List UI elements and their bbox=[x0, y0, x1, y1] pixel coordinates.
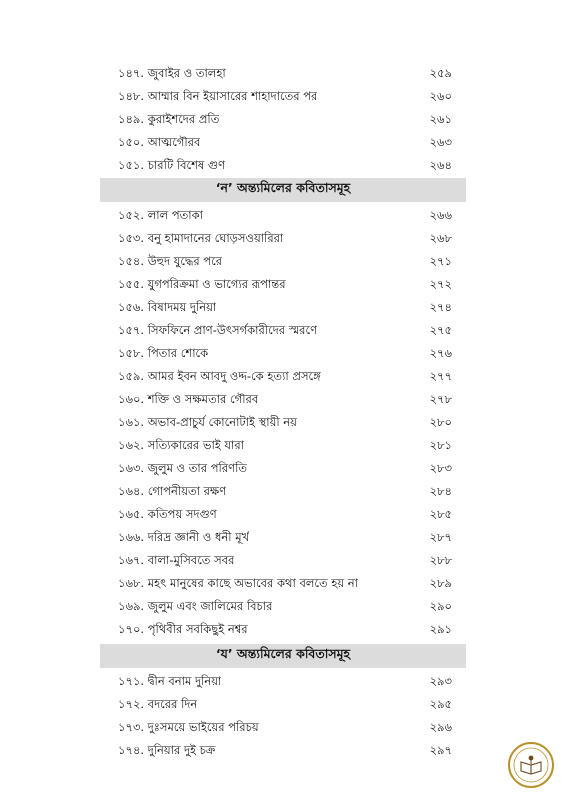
toc-entry-title: ১৫৭. সিফফিনে প্রাণ-উৎসর্গকারীদের স্মরণে bbox=[118, 323, 318, 337]
toc-entry-title: ১৫৫. যুগপরিক্রমা ও ভাগ্যের রূপান্তর bbox=[118, 277, 286, 291]
toc-entry bbox=[118, 413, 452, 434]
toc-entry-page: ২৯০ bbox=[429, 599, 452, 613]
toc-entry-page: ২৮৩ bbox=[429, 461, 452, 475]
toc-entry bbox=[118, 367, 452, 388]
toc-entry-title: ১৬৬. দরিদ্র জ্ঞানী ও ধনী মূর্খ bbox=[118, 530, 250, 544]
toc-entry-page: ২৭৬ bbox=[429, 346, 452, 360]
toc-entry-page: ২৬৪ bbox=[429, 158, 452, 172]
toc-entry-title: ১৬৩. জুলুম ও তার পরিণতি bbox=[118, 461, 247, 475]
toc-entry bbox=[118, 436, 452, 457]
toc-entry-page: ২৯৬ bbox=[429, 720, 452, 734]
toc-entry bbox=[118, 482, 452, 503]
toc-entry-page: ২৮৪ bbox=[429, 484, 452, 498]
publisher-logo bbox=[508, 742, 554, 788]
toc-entry-page: ২৭২ bbox=[429, 277, 452, 291]
toc-entry-title: ১৬১. অভাব-প্রাচুর্য কোনোটাই স্থায়ী নয় bbox=[118, 415, 297, 429]
toc-entry bbox=[118, 741, 452, 762]
toc-entry-page: ২৮৭ bbox=[429, 530, 452, 544]
toc-entry bbox=[118, 528, 452, 549]
toc-entry-page: ২৯৩ bbox=[429, 674, 452, 688]
section-heading: ‘য’ অন্ত্যমিলের কবিতাসমূহ bbox=[100, 644, 466, 668]
toc-entry bbox=[118, 110, 452, 131]
toc-entry bbox=[118, 695, 452, 716]
toc-entry bbox=[118, 344, 452, 365]
open-book-emblem-icon bbox=[510, 744, 552, 786]
toc-entry bbox=[118, 574, 452, 595]
toc-entry bbox=[118, 206, 452, 227]
toc-entry bbox=[118, 597, 452, 618]
toc-entry-page: ২৭৮ bbox=[429, 392, 452, 406]
toc-entry bbox=[118, 229, 452, 250]
toc-entry-title: ১৭১. দ্বীন বনাম দুনিয়া bbox=[118, 674, 222, 688]
toc-entry-page: ২৭৫ bbox=[429, 323, 452, 337]
toc-entry bbox=[118, 133, 452, 154]
toc-entry-page: ২৬৮ bbox=[429, 231, 452, 245]
toc-entry-title: ১৬৫. কতিপয় সদগুণ bbox=[118, 507, 217, 521]
toc-entry-title: ১৬৪. গোপনীয়তা রক্ষণ bbox=[118, 484, 227, 498]
toc-entry-page: ২৯৭ bbox=[429, 743, 452, 757]
toc-entry-title: ১৫২. লাল পতাকা bbox=[118, 208, 203, 222]
toc-entry bbox=[118, 298, 452, 319]
toc-entry-page: ২৮৮ bbox=[429, 553, 452, 567]
toc-entry-title: ১৫৪. উহুদ যুদ্ধের পরে bbox=[118, 254, 223, 268]
toc-entry-page: ২৬৬ bbox=[429, 208, 452, 222]
toc-entry bbox=[118, 390, 452, 411]
toc-entry-title: ১৫৮. পিতার শোকে bbox=[118, 346, 209, 360]
toc-entry-title: ১৬০. শক্তি ও সক্ষমতার গৌরব bbox=[118, 392, 259, 406]
toc-entry-title: ১৫৯. আমর ইবন আবদু ওদ্দ-কে হত্যা প্রসঙ্গে bbox=[118, 369, 321, 383]
toc-entry bbox=[118, 252, 452, 273]
toc-entry-title: ১৬৯. জুলুম এবং জালিমের বিচার bbox=[118, 599, 273, 613]
toc-entry-title: ১৭০. পৃথিবীর সবকিছুই নশ্বর bbox=[118, 622, 248, 636]
toc-entry bbox=[118, 87, 452, 108]
toc-entry bbox=[118, 64, 452, 85]
toc-entry-page: ২৬৩ bbox=[429, 135, 452, 149]
toc-entry-page: ২৬১ bbox=[429, 112, 452, 126]
toc-entry-page: ২৯৫ bbox=[429, 697, 452, 711]
toc-entry bbox=[118, 459, 452, 480]
toc-entry-title: ১৫৬. বিষাদময় দুনিয়া bbox=[118, 300, 217, 314]
section-heading: ‘ন’ অন্ত্যমিলের কবিতাসমূহ bbox=[100, 178, 466, 202]
toc-entry bbox=[118, 718, 452, 739]
toc-entry-title: ১৬৭. বালা-মুসিবতে সবর bbox=[118, 553, 235, 567]
toc-entry-title: ১৭৩. দুঃসময়ে ভাইয়ের পরিচয় bbox=[118, 720, 259, 734]
toc-entry-page: ২৫৯ bbox=[429, 66, 452, 80]
toc-entry bbox=[118, 156, 452, 177]
toc-entry bbox=[118, 505, 452, 526]
toc-entry-page: ২৭৪ bbox=[429, 300, 452, 314]
toc-entry-page: ২৮০ bbox=[429, 415, 452, 429]
toc-entry-title: ১৫১. চারটি বিশেষ গুণ bbox=[118, 158, 226, 172]
toc-entry bbox=[118, 620, 452, 641]
toc-entry-page: ২৮৫ bbox=[429, 507, 452, 521]
toc-entry bbox=[118, 551, 452, 572]
toc-entry-title: ১৫০. আত্মগৌরব bbox=[118, 135, 201, 149]
toc-entry-title: ১৬৮. মহৎ মানুষের কাছে অভাবের কথা বলতে হয় না bbox=[118, 576, 358, 590]
toc-entry-title: ১৪৮. আম্মার বিন ইয়াসারের শাহাদাতের পর bbox=[118, 89, 318, 103]
toc-entry-page: ২৮১ bbox=[429, 438, 452, 452]
toc-entry bbox=[118, 321, 452, 342]
toc-entry-title: ১৪৯. কুরাইশদের প্রতি bbox=[118, 112, 220, 126]
toc-entry-page: ২৮৯ bbox=[429, 576, 452, 590]
toc-entry-page: ২৯১ bbox=[429, 622, 452, 636]
toc-entry-title: ১৭৪. দুনিয়ার দুই চক্র bbox=[118, 743, 216, 757]
toc-entry-title: ১৫৩. বনু হামাদানের ঘোড়সওয়ারিরা bbox=[118, 231, 284, 245]
toc-entry-page: ২৭৭ bbox=[429, 369, 452, 383]
toc-entry bbox=[118, 672, 452, 693]
toc-entry bbox=[118, 275, 452, 296]
toc-entry-page: ২৬০ bbox=[429, 89, 452, 103]
toc-entry-title: ১৪৭. জুবাইর ও তালহা bbox=[118, 66, 226, 80]
toc-entry-title: ১৬২. সত্যিকারের ভাই যারা bbox=[118, 438, 245, 452]
toc-entry-page: ২৭১ bbox=[429, 254, 452, 268]
toc-entry-title: ১৭২. বদরের দিন bbox=[118, 697, 198, 711]
